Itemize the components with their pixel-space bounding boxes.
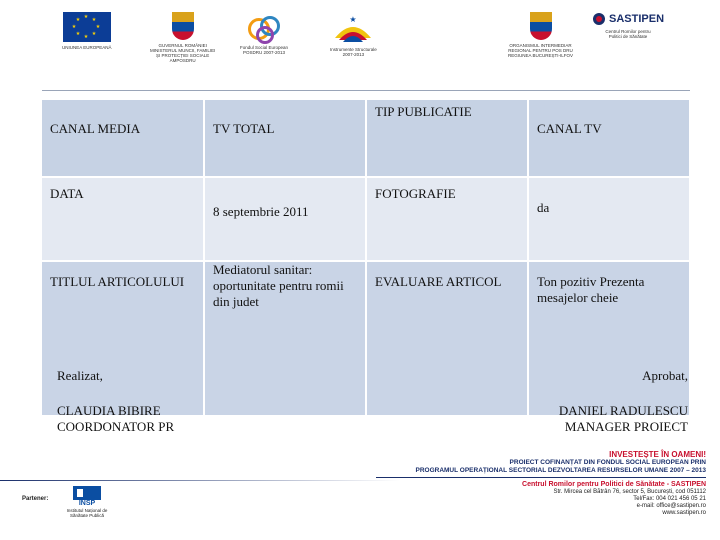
- government-logo: [150, 12, 215, 63]
- logo-caption: GUVERNUL ROMÂNIEI MINISTERUL MUNCII, FAMILIEI ȘI PROTECȚIEI SOCIALE AMPOSDRU: [150, 43, 216, 63]
- footer-email[interactable]: e-mail: office@sastipen.ro: [636, 503, 706, 509]
- sastipen-logo-icon: [592, 12, 606, 26]
- aprobat-label: Aprobat,: [642, 368, 688, 383]
- partner-name: Institutul Național de Sănătate Publică: [66, 508, 108, 518]
- cell-canal-tv: CANAL TV: [528, 100, 690, 177]
- cell-tip-publicatie-label: TIP PUBLICATIE: [366, 100, 528, 177]
- cell-article-title: Mediatorul sanitar: oportunitate pentru romii din judet: [204, 261, 366, 416]
- fse-logo: [240, 12, 288, 55]
- footer-org: Centrul Romilor pentru Politici de Sănătate - SASTIPEN: [522, 481, 706, 488]
- partner-label: Partener:: [22, 496, 49, 502]
- footer-web[interactable]: www.sastipen.ro: [662, 510, 706, 516]
- footer-block: [376, 450, 706, 517]
- instrumente-structurale-icon: [331, 12, 375, 44]
- logo-caption: ORGANISMUL INTERMEDIAR REGIONAL PENTRU POS DRU REGIUNEA BUCUREȘTI-ILFOV: [508, 43, 574, 58]
- oir-logo: [508, 12, 573, 58]
- approver-title: MANAGER PROIECT: [564, 419, 688, 434]
- footer-left-divider: [0, 480, 400, 481]
- footer-line-1: PROIECT COFINANȚAT DIN FONDUL SOCIAL EUROPEAN PRIN: [509, 459, 706, 466]
- fse-logo-icon: [244, 12, 284, 42]
- sastipen-wordmark: SASTIPEN: [609, 13, 665, 25]
- media-report-table: [42, 100, 691, 417]
- structural-instruments-logo: [330, 12, 377, 57]
- logo-caption: Instrumente Structurale 2007-2013: [330, 47, 377, 57]
- cell-fotografie-value: da: [528, 177, 690, 261]
- table-row: [42, 177, 690, 261]
- author-title: COORDONATOR PR: [57, 419, 175, 434]
- author-name: CLAUDIA BIBIRE: [57, 403, 161, 418]
- approver-name: DANIEL RADULESCU: [558, 403, 688, 418]
- svg-text:★: ★: [349, 15, 357, 24]
- romania-crest-icon-2: [530, 12, 552, 40]
- cell-titlul-label: TITLUL ARTICOLULUI: [42, 261, 204, 416]
- cell-evaluare-value: Ton pozitiv Prezenta mesajelor cheie: [528, 261, 690, 416]
- header-divider: [42, 90, 690, 91]
- footer-address: Str. Mircea cel Bătrân 76, sector 5, București, cod 051112: [553, 489, 706, 495]
- eu-flag-icon: ★ ★ ★ ★ ★ ★ ★ ★: [63, 12, 111, 42]
- footer-headline: INVESTEȘTE ÎN OAMENI!: [609, 450, 706, 459]
- table-row: [42, 100, 690, 177]
- partner-acronym: INSP: [78, 500, 96, 507]
- cell-tv-total: TV TOTAL: [204, 100, 366, 177]
- sastipen-logo: [592, 12, 664, 39]
- logo-caption: Centrul Romilor pentru Politici de Sănătate: [605, 29, 651, 39]
- cell-fotografie-label: FOTOGRAFIE: [366, 177, 528, 261]
- insp-logo-icon: [73, 486, 101, 500]
- table-row: [42, 261, 690, 416]
- eu-flag-logo: [62, 12, 112, 50]
- logo-caption: Fondul Social European POSDRU 2007-2013: [240, 45, 289, 55]
- cell-evaluare-label: EVALUARE ARTICOL: [366, 261, 528, 416]
- cell-canal-media-label: CANAL MEDIA: [42, 100, 204, 177]
- footer-telfax: Tel/Fax: 004 021 456 05 21: [633, 496, 706, 502]
- partner-logo: [62, 486, 112, 518]
- cell-date-value: 8 septembrie 2011: [204, 177, 366, 261]
- cell-data-label: DATA: [42, 177, 204, 261]
- footer-separator: [376, 477, 706, 478]
- footer-line-2: PROGRAMUL OPERAȚIONAL SECTORIAL DEZVOLTAREA RESURSELOR UMANE 2007 – 2013: [415, 466, 706, 474]
- logo-caption: UNIUNEA EUROPEANĂ: [62, 45, 112, 50]
- realizat-label: Realizat,: [57, 368, 103, 383]
- romania-crest-icon: [172, 12, 194, 40]
